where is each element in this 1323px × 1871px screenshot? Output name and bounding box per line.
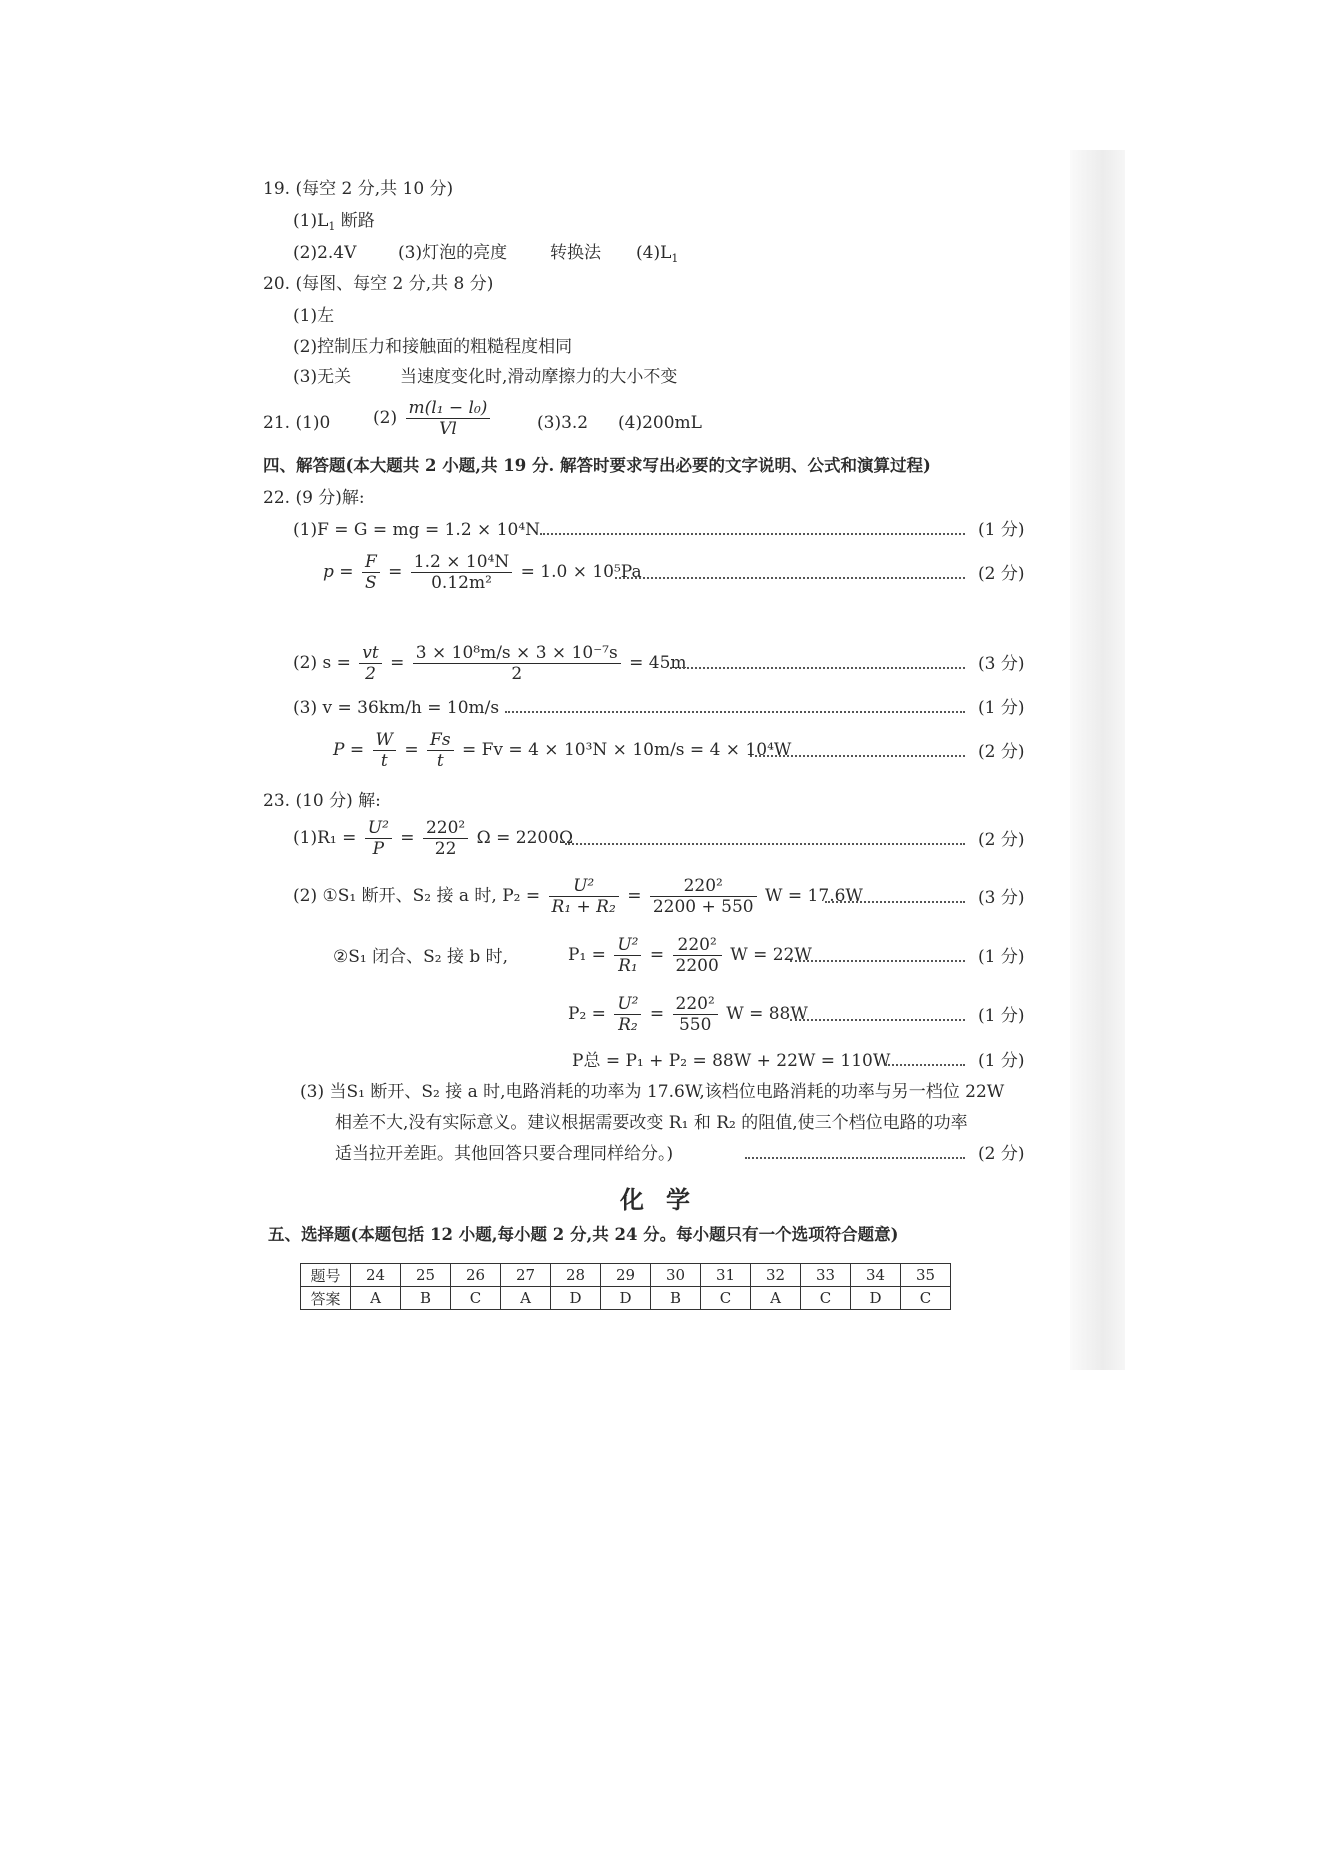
dot-leader: [615, 577, 965, 579]
q23-score2: (3 分): [978, 888, 1025, 908]
q22-header: 22. (9 分)解:: [263, 488, 365, 508]
question-number-cell: 28: [551, 1264, 601, 1287]
dot-leader: [745, 1157, 965, 1159]
q23-score4: (1 分): [978, 1006, 1025, 1026]
answer-cell: A: [501, 1287, 551, 1310]
q22-line4: (3) v = 36km/h = 10m/s: [293, 698, 500, 718]
q22-score2: (2 分): [978, 564, 1025, 584]
q20-header: 20. (每图、每空 2 分,共 8 分): [263, 274, 494, 294]
q23-line4: P₂ = $\frac{\text{U²}}{\text{R₂}}$ = $\frac{\text{220²}}{550}$ W = 88W: [568, 994, 808, 1035]
q21-part2: (2) $\frac{\text{m(l₁ − l₀)}}{Vl}$: [373, 398, 493, 439]
answer-table-answer-row: [301, 1287, 951, 1310]
answer-cell: C: [901, 1287, 951, 1310]
q23-line8: 适当拉开差距。其他回答只要合理同样给分。): [335, 1144, 674, 1164]
answer-cell: D: [551, 1287, 601, 1310]
q19-part2: (2)2.4V: [293, 243, 357, 263]
question-number-cell: 27: [501, 1264, 551, 1287]
dot-leader: [540, 533, 965, 535]
dot-leader: [505, 711, 965, 713]
dot-leader: [790, 960, 965, 962]
q22-line1: (1)F = G = mg = 1.2 × 10⁴N: [293, 520, 541, 540]
answer-cell: B: [401, 1287, 451, 1310]
question-number-cell: 30: [651, 1264, 701, 1287]
q23-header: 23. (10 分) 解:: [263, 791, 381, 811]
dot-leader: [790, 1019, 965, 1021]
q19-part4: $(4)L_1$: [636, 243, 679, 265]
answer-cell: C: [801, 1287, 851, 1310]
q21-part1: 21. (1)0: [263, 413, 331, 433]
q23-score8: (2 分): [978, 1144, 1025, 1164]
q22-score1: (1 分): [978, 520, 1025, 540]
answer-cell: A: [751, 1287, 801, 1310]
dot-leader: [885, 1064, 965, 1066]
section5-heading: 五、选择题(本题包括 12 小题,每小题 2 分,共 24 分。每小题只有一个选项符合题意): [268, 1225, 899, 1244]
row-label-question: 题号: [301, 1264, 351, 1287]
row-label-answer: 答案: [301, 1287, 351, 1310]
q22-line3: (2) s = $\frac{vt}{2}$ = $\frac{\text{3 × 10⁸m/s × 3 × 10⁻⁷s}}{2}$ = 45m: [293, 643, 687, 684]
section4-heading: 四、解答题(本大题共 2 小题,共 19 分. 解答时要求写出必要的文字说明、公式和演算过程): [263, 456, 931, 475]
q22-score5: (2 分): [978, 742, 1025, 762]
q20-part2: (2)控制压力和接触面的粗糙程度相同: [293, 337, 573, 357]
answer-cell: D: [851, 1287, 901, 1310]
q19-part3: (3)灯泡的亮度: [398, 243, 508, 263]
answer-table-number-row: [301, 1264, 951, 1287]
q19-part1: $(1)L_1$ 断路: [293, 211, 375, 233]
question-number-cell: 24: [351, 1264, 401, 1287]
q23-line3-label: ②S₁ 闭合、S₂ 接 b 时,: [333, 947, 509, 967]
answer-cell: D: [601, 1287, 651, 1310]
question-number-cell: 33: [801, 1264, 851, 1287]
q21-part3: (3)3.2: [537, 413, 589, 433]
dot-leader: [670, 667, 965, 669]
q20-part1: (1)左: [293, 306, 335, 326]
q23-score5: (1 分): [978, 1051, 1025, 1071]
q19-header: 19. (每空 2 分,共 10 分): [263, 179, 454, 199]
answer-table: [300, 1263, 951, 1310]
q20-part3b: 当速度变化时,滑动摩擦力的大小不变: [400, 367, 678, 387]
q23-score1: (2 分): [978, 830, 1025, 850]
question-number-cell: 26: [451, 1264, 501, 1287]
question-number-cell: 35: [901, 1264, 951, 1287]
question-number-cell: 31: [701, 1264, 751, 1287]
q22-score3: (3 分): [978, 654, 1025, 674]
answer-cell: B: [651, 1287, 701, 1310]
answer-cell: A: [351, 1287, 401, 1310]
answer-cell: C: [451, 1287, 501, 1310]
q23-line3: P₁ = $\frac{\text{U²}}{\text{R₁}}$ = $\frac{\text{220²}}{2200}$ W = 22W: [568, 935, 812, 976]
q21-fraction: $\frac{\text{m(l₁ − l₀)}}{Vl}$: [406, 398, 491, 439]
question-number-cell: 32: [751, 1264, 801, 1287]
question-number-cell: 34: [851, 1264, 901, 1287]
q21-part4: (4)200mL: [618, 413, 702, 433]
q23-line6: (3) 当S₁ 断开、S₂ 接 a 时,电路消耗的功率为 17.6W,该档位电路消耗的功率与另一档位 22W: [300, 1082, 1005, 1102]
dot-leader: [565, 843, 965, 845]
question-number-cell: 29: [601, 1264, 651, 1287]
chemistry-title: 化学: [620, 1185, 712, 1214]
q23-line1: (1)R₁ = $\frac{\text{U²}}{P}$ = $\frac{\text{220²}}{22}$ Ω = 2200Ω: [293, 818, 574, 859]
q22-line5: P = $\frac{W}{t}$ = $\frac{Fs}{t}$ = Fv = 4 × 10³N × 10m/s = 4 × 10⁴W: [333, 730, 792, 771]
q22-line2: p = $\frac{F}{S}$ = $\frac{\text{1.2 × 10⁴N}}{\text{0.12m²}}$ = 1.0 × 10⁵Pa: [323, 552, 642, 593]
q23-line5: P总 = P₁ + P₂ = 88W + 22W = 110W: [572, 1051, 891, 1071]
q23-score3: (1 分): [978, 947, 1025, 967]
answer-cell: C: [701, 1287, 751, 1310]
q23-line2: (2) ①S₁ 断开、S₂ 接 a 时, P₂ = $\frac{\text{U²}}{\text{R₁ + R₂}}$ = $\frac{\text{220²}}{2200 + 550}$ W = 17.6W: [293, 876, 863, 917]
q23-line7: 相差不大,没有实际意义。建议根据需要改变 R₁ 和 R₂ 的阻值,使三个档位电路的功率: [335, 1113, 968, 1133]
q19-part3b: 转换法: [550, 243, 601, 263]
dot-leader: [825, 901, 965, 903]
q22-score4: (1 分): [978, 698, 1025, 718]
dot-leader: [750, 755, 965, 757]
question-number-cell: 25: [401, 1264, 451, 1287]
q20-part3: (3)无关: [293, 367, 352, 387]
